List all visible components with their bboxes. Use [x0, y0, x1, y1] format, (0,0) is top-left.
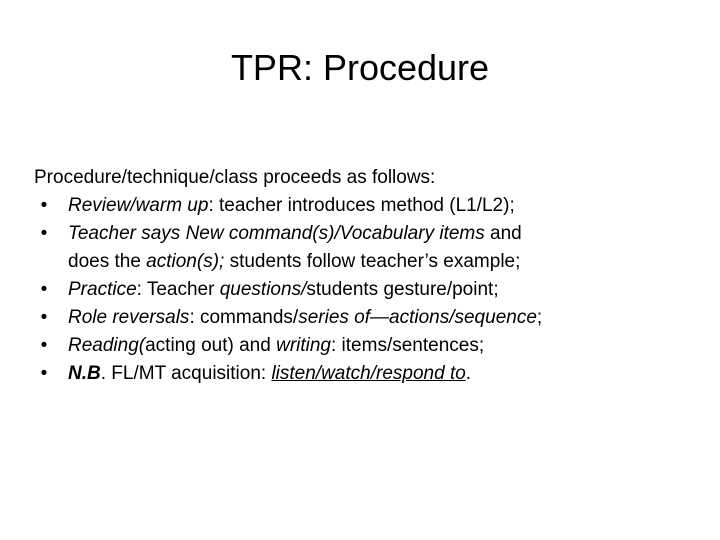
teacher-text: : Teacher	[136, 279, 220, 300]
bullet-icon: •	[40, 335, 48, 356]
gesture-text: students gesture/point;	[306, 279, 499, 300]
nb-label: N.B	[68, 363, 101, 384]
items-text: : items/sentences;	[331, 335, 485, 356]
bullet-practice	[34, 276, 714, 304]
bullet-nb	[34, 360, 714, 388]
bullet-list	[34, 192, 714, 388]
bullet-icon: •	[40, 195, 48, 216]
practice-label: Practice	[68, 279, 137, 300]
listen-text: listen/watch/respond to	[271, 363, 466, 384]
follow-text: students follow teacher’s example;	[224, 251, 521, 272]
bullet-line	[68, 276, 714, 304]
bullet-role-reversals	[34, 304, 714, 332]
questions-text: questions/	[219, 279, 307, 300]
role-reversals-label: Role reversals	[68, 307, 190, 328]
review-text: : teacher introduces method (L1/L2);	[208, 195, 515, 216]
writing-label: writing	[276, 335, 331, 356]
series-text: series of—actions/sequence	[298, 307, 537, 328]
bullet-line	[68, 220, 714, 248]
slide-title: TPR: Procedure	[230, 47, 490, 88]
acting-out-text: acting out) and	[145, 335, 277, 356]
period-text: .	[465, 363, 472, 384]
bullet-teacher-says	[34, 220, 714, 276]
and-text: and	[484, 223, 522, 244]
actions-text: action(s);	[146, 251, 225, 272]
commands-text: : commands/	[189, 307, 299, 328]
bullet-line	[68, 360, 714, 388]
review-label: Review/warm up	[68, 195, 209, 216]
bullet-line	[68, 192, 714, 220]
semicolon-text: ;	[536, 307, 543, 328]
bullet-line-continued	[68, 248, 714, 276]
teacher-says-text: Teacher says New command(s)/Vocabulary items	[68, 223, 485, 244]
bullet-icon: •	[40, 279, 48, 300]
reading-label: Reading(	[68, 335, 146, 356]
slide-body	[34, 164, 714, 388]
fl-text: . FL/MT acquisition:	[100, 363, 272, 384]
bullet-icon: •	[40, 223, 48, 244]
bullet-reading	[34, 332, 714, 360]
bullet-icon: •	[40, 307, 48, 328]
does-the-text: does the	[68, 251, 147, 272]
bullet-review	[34, 192, 714, 220]
bullet-icon: •	[40, 363, 48, 384]
intro-text: Procedure/technique/class proceeds as follows:	[34, 167, 436, 188]
bullet-line	[68, 332, 714, 360]
bullet-line	[68, 304, 714, 332]
